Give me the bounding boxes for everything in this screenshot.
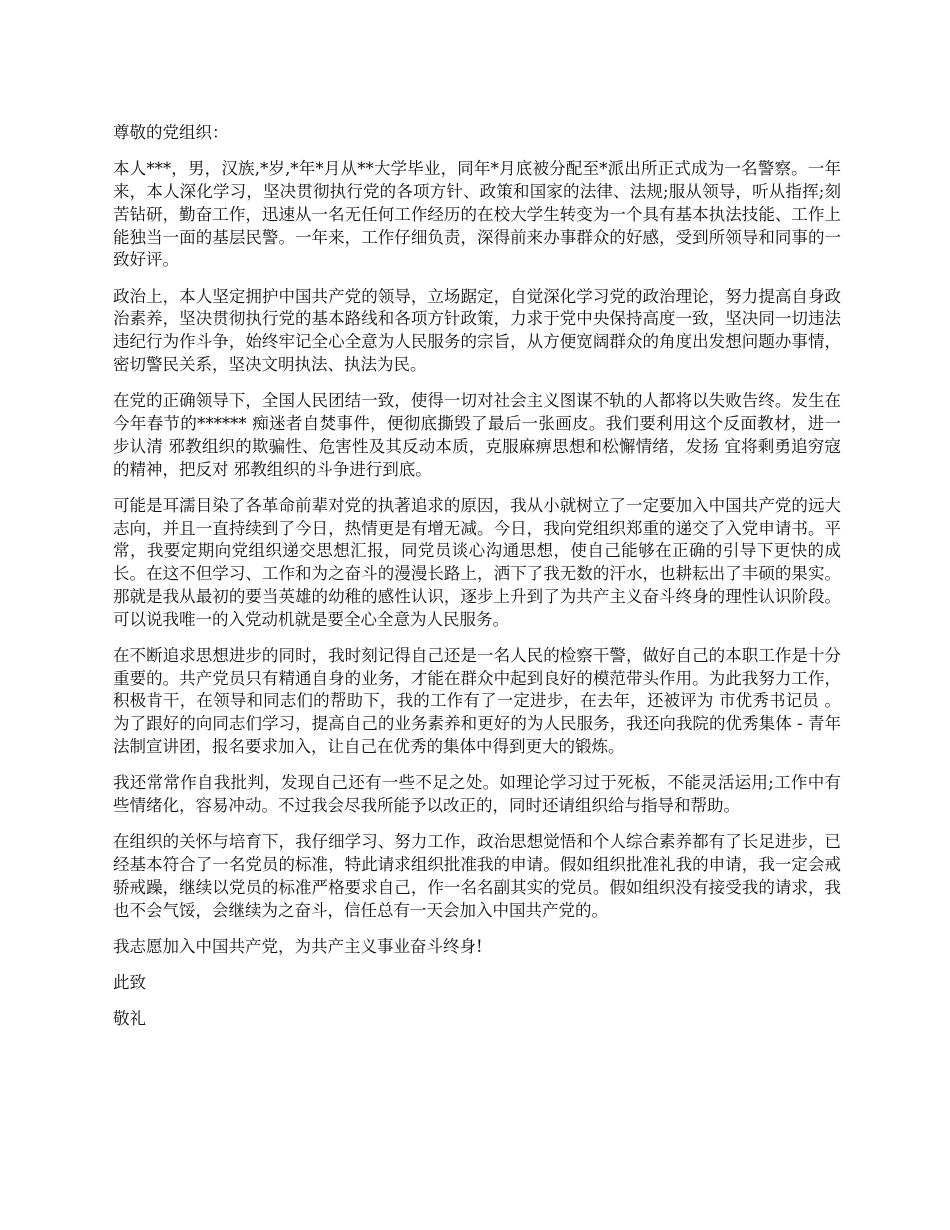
paragraph-party-leadership: 在党的正确领导下，全国人民团结一致，使得一切对社会主义图谋不轨的人都将以失败告终。发生在今年春节的****** 痴迷者自焚事件，便彻底撕毁了最后一张画皮。我们要利用这个反面教材，进一步认清 邪教组织的欺骗性、危害性及其反动本质，克服麻痹思想和松懈情绪，发扬 宜将剩勇追穷寇 的精神，把反对 邪教组织的斗争进行到底。	[113, 391, 841, 479]
closing-ci-zhi: 此致	[113, 973, 146, 993]
paragraph-pledge: 我志愿加入中国共产党，为共产主义事业奋斗终身!	[113, 936, 483, 956]
paragraph-self-criticism: 我还常常作自我批判，发现自己还有一些不足之处。如理论学习过于死板，不能灵活运用;工作中有些情绪化，容易冲动。不过我会尽我所能予以改正的，同时还请组织给与指导和帮助。	[113, 773, 841, 816]
paragraph-politics: 政治上，本人坚定拥护中国共产党的领导，立场踞定，自觉深化学习党的政治理论，努力提高自身政治素养，坚决贯彻执行党的基本路线和各项方针政策，力求于党中央保持高度一致，坚决同一切违法违纪行为作斗争，始终牢记全心全意为人民服务的宗旨，从方便宽阔群众的角度出发想问题办事情，密切警民关系，坚决文明执法、执法为民。	[113, 286, 841, 374]
letter-body	[113, 122, 841, 1044]
paragraph-intro: 本人***，男，汉族,*岁,*年*月从**大学毕业，同年*月底被分配至*派出所正式成为一名警察。一年来，本人深化学习，坚决贯彻执行党的各项方针、政策和国家的法律、法规;服从领导，听从指挥;刻苦钻研，勤奋工作，迅速从一名无任何工作经历的在校大学生转变为一个具有基本执法技能、工作上能独当一面的基层民警。一年来，工作仔细负责，深得前来办事群众的好感，受到所领导和同事的一致好评。	[113, 159, 841, 270]
paragraph-motivation: 可能是耳濡目染了各革命前辈对党的执著追求的原因，我从小就树立了一定要加入中国共产党的远大志向，并且一直持续到了今日，热情更是有增无减。今日，我向党组织郑重的递交了入党申请书。平常，我要定期向党组织递交思想汇报，同党员谈心沟通思想，使自己能够在正确的引导下更快的成长。在这不但学习、工作和为之奋斗的漫漫长路上，洒下了我无数的汗水，也耕耘出了丰硕的果实。那就是我从最初的要当英雄的幼稚的感性认识，逐步上升到了为共产主义奋斗终身的理性认识阶段。可以说我唯一的入党动机就是要全心全意为人民服务。	[113, 495, 841, 629]
paragraph-request: 在组织的关怀与培育下，我仔细学习、努力工作，政治思想觉悟和个人综合素养都有了长足进步，已经基本符合了一名党员的标准，特此请求组织批准我的申请。假如组织批准礼我的申请，我一定会戒骄戒躁，继续以党员的标准严格要求自己，作一名名副其实的党员。假如组织没有接受我的请求，我也不会气馁，会继续为之奋斗，信任总有一天会加入中国共产党的。	[113, 832, 841, 920]
paragraph-work: 在不断追求思想进步的同时，我时刻记得自己还是一名人民的检察干警，做好自己的本职工作是十分重要的。共产党员只有精通自身的业务，才能在群众中起到良好的模范带头作用。为此我努力工作，积极肯干，在领导和同志们的帮助下，我的工作有了一定进步，在去年，还被评为 市优秀书记员 。为了跟好的向同志们学习，提高自己的业务素养和更好的为人民服务，我还向我院的优秀集体 - 青年法制宣讲团，报名要求加入，让自己在优秀的集体中得到更大的锻炼。	[113, 645, 841, 757]
closing-jing-li: 敬礼	[113, 1009, 146, 1029]
salutation: 尊敬的党组织：	[113, 123, 229, 142]
